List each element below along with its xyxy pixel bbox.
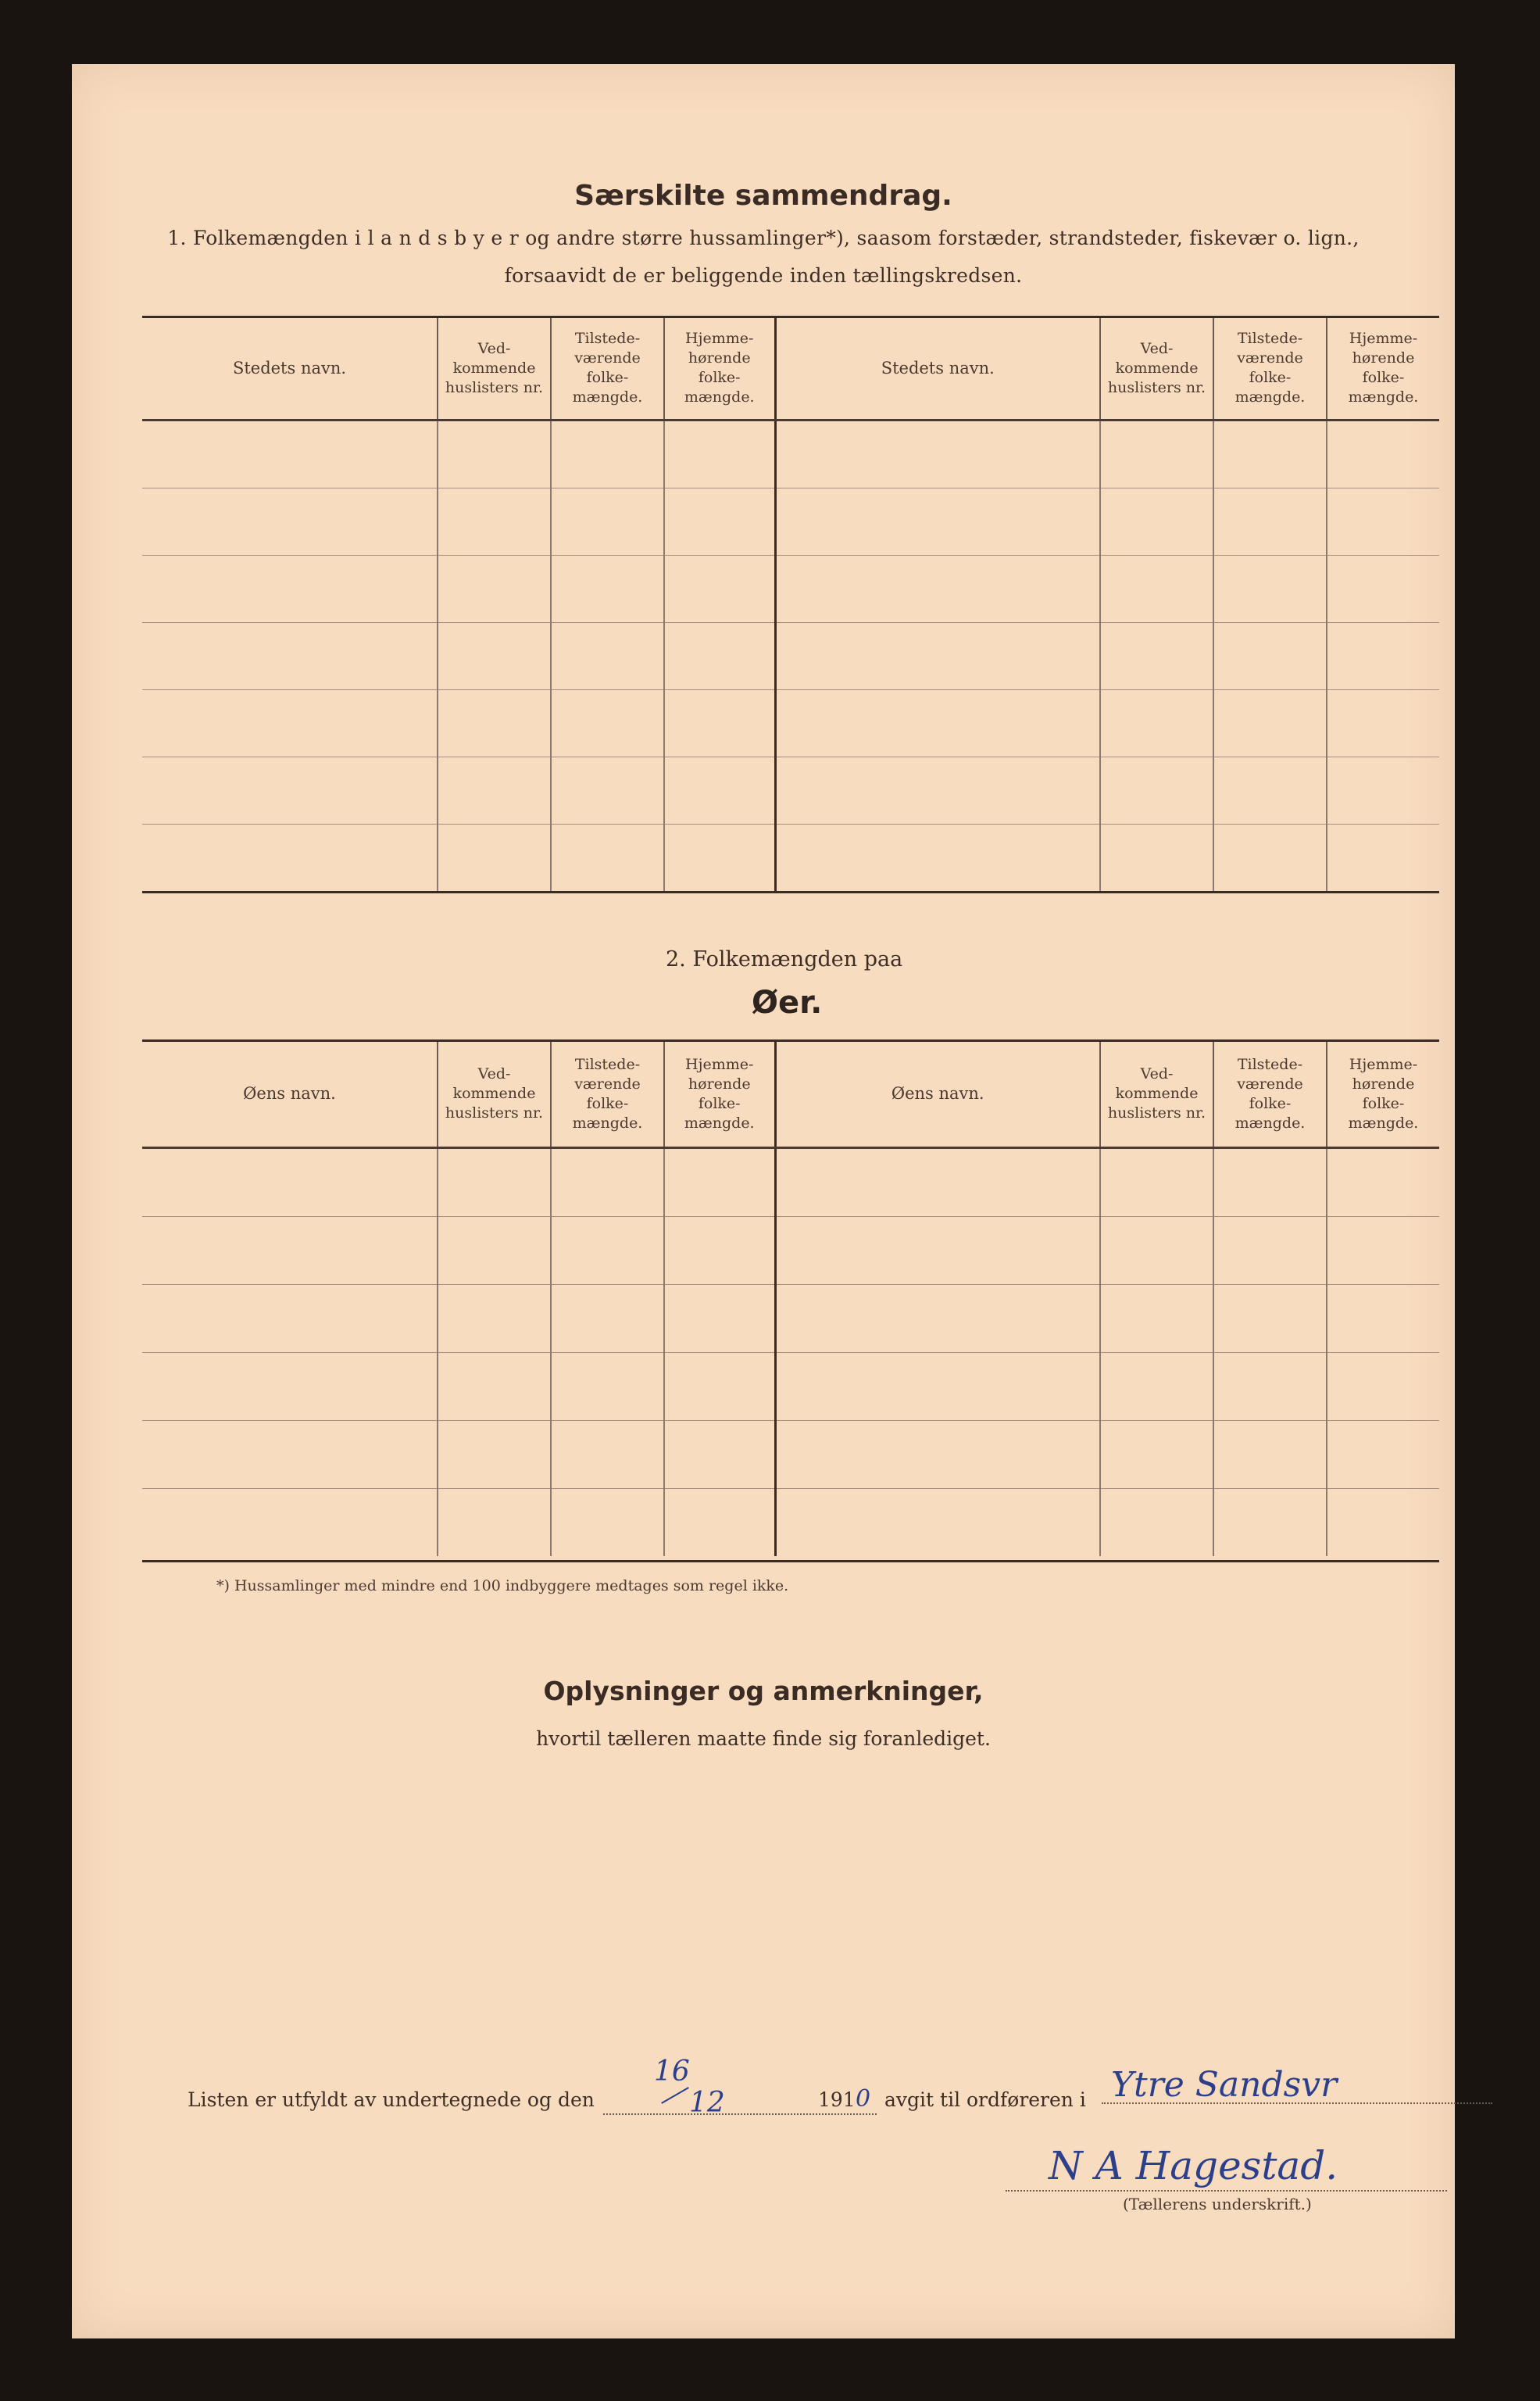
table-cell: [775, 689, 1100, 757]
col-hjemmehorende: Hjemme- hørende folke- mængde.: [664, 318, 775, 420]
table-cell: [1327, 689, 1439, 757]
table-row: [142, 757, 1439, 824]
table-cell: [1327, 622, 1439, 689]
table-cell: [1213, 757, 1327, 824]
table-cell: [1100, 420, 1213, 488]
table-cell: [775, 1216, 1100, 1284]
table-cell: [1100, 1147, 1213, 1216]
col-huslister-right: Ved- kommende huslisters nr.: [1100, 318, 1213, 420]
table-cell: [1327, 1284, 1439, 1352]
section2-title: Øer.: [752, 985, 823, 1021]
villages-table: [142, 318, 1439, 891]
table-row: [142, 1420, 1439, 1488]
date-dotted-line: [603, 2113, 877, 2115]
signature-middle: avgit til ordføreren i: [884, 2088, 1086, 2111]
col-hjemmehorende-2: Hjemme- hørende folke- mængde.: [664, 1042, 775, 1147]
signer-dotted-line: [1006, 2190, 1447, 2192]
table2-bottom-rule: [142, 1560, 1439, 1562]
census-form-page: [72, 64, 1455, 2338]
table-cell: [664, 689, 775, 757]
col-stedets-navn-right: Stedets navn.: [775, 318, 1100, 420]
table-cell: [1327, 1420, 1439, 1488]
table-cell: [1213, 555, 1327, 622]
table-cell: [775, 1488, 1100, 1556]
table-cell: [551, 824, 664, 891]
table-cell: [551, 555, 664, 622]
table-cell: [664, 1216, 775, 1284]
col-huslister-2: Ved- kommende huslisters nr.: [438, 1042, 551, 1147]
table-cell: [1100, 689, 1213, 757]
date-slash: [661, 2087, 689, 2104]
table-row: [142, 622, 1439, 689]
table-cell: [664, 757, 775, 824]
table-row: [142, 824, 1439, 891]
table-cell: [775, 420, 1100, 488]
table-cell: [1213, 824, 1327, 891]
table-cell: [775, 757, 1100, 824]
table-cell: [1100, 824, 1213, 891]
table-cell: [1213, 420, 1327, 488]
col-tilstedevaerende-2: Tilstede- værende folke- mængde.: [551, 1042, 664, 1147]
table-cell: [438, 622, 551, 689]
table-cell: [551, 1147, 664, 1216]
table-cell: [438, 488, 551, 555]
table-cell: [551, 1352, 664, 1420]
table-cell: [142, 1147, 438, 1216]
table-cell: [438, 824, 551, 891]
table-cell: [142, 1420, 438, 1488]
table-cell: [775, 555, 1100, 622]
table-cell: [775, 1147, 1100, 1216]
col-tilstedevaerende-2-right: Tilstede- værende folke- mængde.: [1213, 1042, 1327, 1147]
table-cell: [551, 1284, 664, 1352]
table-row: [142, 555, 1439, 622]
year-digit: 0: [856, 2085, 871, 2113]
col-oens-navn-right: Øens navn.: [775, 1042, 1100, 1147]
table-cell: [1213, 689, 1327, 757]
table-cell: [142, 757, 438, 824]
table-cell: [551, 488, 664, 555]
table-row: [142, 1216, 1439, 1284]
table-cell: [551, 1488, 664, 1556]
table-cell: [142, 1284, 438, 1352]
table-cell: [1100, 1352, 1213, 1420]
notes-subtitle: hvortil tælleren maatte finde sig foranlediget.: [536, 1727, 991, 1750]
table-cell: [551, 757, 664, 824]
table-cell: [1213, 622, 1327, 689]
table-cell: [775, 622, 1100, 689]
table-cell: [775, 1352, 1100, 1420]
col-oens-navn: Øens navn.: [142, 1042, 438, 1147]
page-heading: Særskilte sammendrag.: [574, 180, 952, 212]
table-cell: [1327, 488, 1439, 555]
table-cell: [142, 1488, 438, 1556]
section2-label: 2. Folkemængden paa: [666, 947, 903, 971]
signature-prefix: Listen er utfyldt av undertegnede og den: [188, 2088, 595, 2111]
table-cell: [1100, 488, 1213, 555]
table-cell: [1100, 555, 1213, 622]
table-row: [142, 420, 1439, 488]
table-cell: [1213, 1216, 1327, 1284]
footnote: *) Hussamlinger med mindre end 100 indbyggere medtages som regel ikke.: [216, 1577, 789, 1594]
section1-intro-line1: 1. Folkemængden i l a n d s b y e r og andre større hussamlinger*), saasom forstæder, strandsteder, fiskevær o. lign.,: [167, 227, 1360, 249]
table-cell: [142, 824, 438, 891]
table-cell: [551, 1420, 664, 1488]
table-cell: [142, 555, 438, 622]
table-cell: [1327, 757, 1439, 824]
table-row: [142, 689, 1439, 757]
table-cell: [438, 689, 551, 757]
table-cell: [142, 1352, 438, 1420]
date-month: 12: [689, 2087, 725, 2119]
year-prefix: 191: [818, 2088, 856, 2111]
table-cell: [1327, 1216, 1439, 1284]
table-cell: [438, 555, 551, 622]
table-cell: [438, 1284, 551, 1352]
table-cell: [551, 622, 664, 689]
islands-table: [142, 1042, 1439, 1556]
col-huslister: Ved- kommende huslisters nr.: [438, 318, 551, 420]
table-row: [142, 1488, 1439, 1556]
table-cell: [438, 1147, 551, 1216]
table-cell: [142, 420, 438, 488]
col-tilstedevaerende-right: Tilstede- værende folke- mængde.: [1213, 318, 1327, 420]
table-cell: [775, 1284, 1100, 1352]
table-row: [142, 1284, 1439, 1352]
table-cell: [664, 1352, 775, 1420]
col-hjemmehorende-2-right: Hjemme- hørende folke- mængde.: [1327, 1042, 1439, 1147]
table1-bottom-rule: [142, 891, 1439, 893]
table-cell: [1213, 1420, 1327, 1488]
table-cell: [1213, 488, 1327, 555]
table-cell: [438, 1216, 551, 1284]
municipality-handwritten: Ytre Sandsvr: [1111, 2065, 1338, 2105]
table-cell: [775, 1420, 1100, 1488]
table-cell: [664, 420, 775, 488]
table-row: [142, 1352, 1439, 1420]
table-cell: [142, 622, 438, 689]
table-cell: [1100, 1488, 1213, 1556]
table-cell: [1100, 1284, 1213, 1352]
table-cell: [1327, 824, 1439, 891]
col-hjemmehorende-right: Hjemme- hørende folke- mængde.: [1327, 318, 1439, 420]
table-cell: [551, 420, 664, 488]
table-row: [142, 1147, 1439, 1216]
table-cell: [1100, 757, 1213, 824]
table-cell: [1100, 1420, 1213, 1488]
table-cell: [1100, 622, 1213, 689]
col-stedets-navn: Stedets navn.: [142, 318, 438, 420]
signer-label: (Tællerens underskrift.): [1123, 2195, 1312, 2213]
table-cell: [142, 689, 438, 757]
table-cell: [1327, 1352, 1439, 1420]
notes-title: Oplysninger og anmerkninger,: [543, 1676, 984, 1706]
table-cell: [142, 488, 438, 555]
table-cell: [438, 1352, 551, 1420]
col-huslister-2-right: Ved- kommende huslisters nr.: [1100, 1042, 1213, 1147]
table-cell: [664, 488, 775, 555]
table-cell: [142, 1216, 438, 1284]
table-row: [142, 488, 1439, 555]
table-cell: [1213, 1352, 1327, 1420]
date-day: 16: [654, 2056, 690, 2088]
table-cell: [1327, 420, 1439, 488]
table-cell: [1327, 1147, 1439, 1216]
table-cell: [664, 1420, 775, 1488]
table-cell: [664, 1284, 775, 1352]
table-cell: [1213, 1147, 1327, 1216]
table-cell: [438, 1488, 551, 1556]
table-cell: [1327, 1488, 1439, 1556]
table-cell: [1100, 1216, 1213, 1284]
table-cell: [551, 1216, 664, 1284]
col-tilstedevaerende: Tilstede- værende folke- mængde.: [551, 318, 664, 420]
table-cell: [775, 488, 1100, 555]
table-cell: [775, 824, 1100, 891]
table-cell: [664, 622, 775, 689]
section1-intro-line2: forsaavidt de er beliggende inden tællingskredsen.: [504, 264, 1023, 287]
signer-handwritten: N A Hagestad.: [1049, 2143, 1338, 2188]
table-cell: [438, 757, 551, 824]
table-cell: [438, 1420, 551, 1488]
table-cell: [664, 824, 775, 891]
table-cell: [1213, 1488, 1327, 1556]
table-cell: [664, 1488, 775, 1556]
table-cell: [664, 555, 775, 622]
table-cell: [438, 420, 551, 488]
table-cell: [551, 689, 664, 757]
table-cell: [1213, 1284, 1327, 1352]
table-cell: [664, 1147, 775, 1216]
table-cell: [1327, 555, 1439, 622]
